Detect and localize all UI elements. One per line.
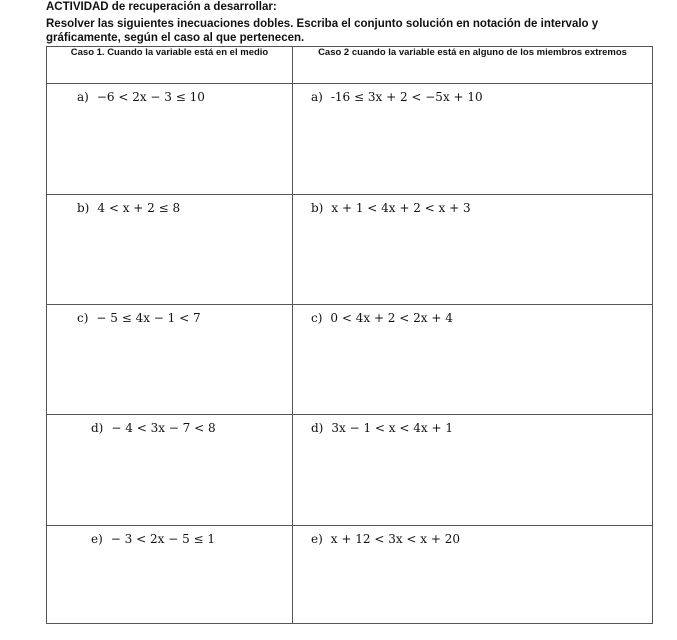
exercise-item bbox=[47, 305, 292, 325]
case-1-cell bbox=[47, 194, 293, 304]
table-row bbox=[47, 194, 653, 304]
table-row bbox=[47, 84, 653, 194]
case-1-cell bbox=[47, 84, 293, 194]
exercise-item bbox=[293, 84, 652, 104]
case-2-cell bbox=[293, 415, 653, 525]
inequality-expression: − 5 ≤ 4x − 1 < 7 bbox=[96, 311, 201, 326]
exercise-item bbox=[47, 526, 292, 546]
exercise-label: a) bbox=[77, 90, 89, 105]
exercise-label: c) bbox=[77, 311, 89, 326]
exercise-item bbox=[47, 415, 292, 435]
exercise-label: d) bbox=[91, 421, 104, 436]
inequality-expression: 0 < 4x + 2 < 2x + 4 bbox=[330, 311, 453, 326]
case-2-cell bbox=[293, 194, 653, 304]
exercise-label: e) bbox=[311, 531, 323, 546]
inequality-expression: 3x − 1 < x < 4x + 1 bbox=[331, 421, 453, 436]
exercise-item bbox=[293, 415, 652, 435]
activity-instructions: Resolver las siguientes inecuaciones dobles. Escriba el conjunto solución en notación de intervalo y gráficamente, según el caso al que pertenecen. bbox=[46, 18, 599, 44]
inequality-expression: x + 12 < 3x < x + 20 bbox=[330, 531, 461, 546]
exercise-label: b) bbox=[311, 200, 324, 215]
exercise-item bbox=[293, 526, 652, 546]
activity-title: ACTIVIDAD de recuperación a desarrollar: bbox=[46, 1, 277, 13]
table-row bbox=[47, 305, 653, 415]
exercise-label: e) bbox=[91, 531, 103, 546]
inequality-expression: −6 < 2x − 3 ≤ 10 bbox=[96, 90, 205, 105]
exercise-label: b) bbox=[77, 200, 90, 215]
exercise-item bbox=[47, 84, 292, 104]
exercise-item bbox=[293, 195, 652, 215]
inequality-expression: − 3 < 2x − 5 ≤ 1 bbox=[110, 531, 216, 546]
inequality-expression: − 4 < 3x − 7 < 8 bbox=[111, 421, 216, 436]
case-2-cell bbox=[293, 84, 653, 194]
table-header-row bbox=[47, 47, 653, 84]
table-row bbox=[47, 525, 653, 623]
inequality-expression: 4 < x + 2 ≤ 8 bbox=[97, 200, 181, 215]
case-1-cell bbox=[47, 415, 293, 525]
activity-heading bbox=[46, 0, 666, 45]
inequalities-table bbox=[46, 46, 653, 624]
case-1-cell bbox=[47, 305, 293, 415]
exercise-item bbox=[293, 305, 652, 325]
column-header-case-1: Caso 1. Cuando la variable está en el medio bbox=[47, 47, 293, 84]
inequality-expression: x + 1 < 4x + 2 < x + 3 bbox=[331, 200, 471, 215]
case-1-cell bbox=[47, 525, 293, 623]
column-header-case-2: Caso 2 cuando la variable está en alguno de los miembros extremos bbox=[293, 47, 653, 84]
table-row bbox=[47, 415, 653, 525]
exercise-label: d) bbox=[311, 421, 324, 436]
exercise-label: a) bbox=[311, 90, 323, 105]
case-2-cell bbox=[293, 525, 653, 623]
inequality-expression: -16 ≤ 3x + 2 < −5x + 10 bbox=[330, 90, 483, 105]
exercise-label: c) bbox=[311, 311, 323, 326]
exercise-item bbox=[47, 195, 292, 215]
case-2-cell bbox=[293, 305, 653, 415]
